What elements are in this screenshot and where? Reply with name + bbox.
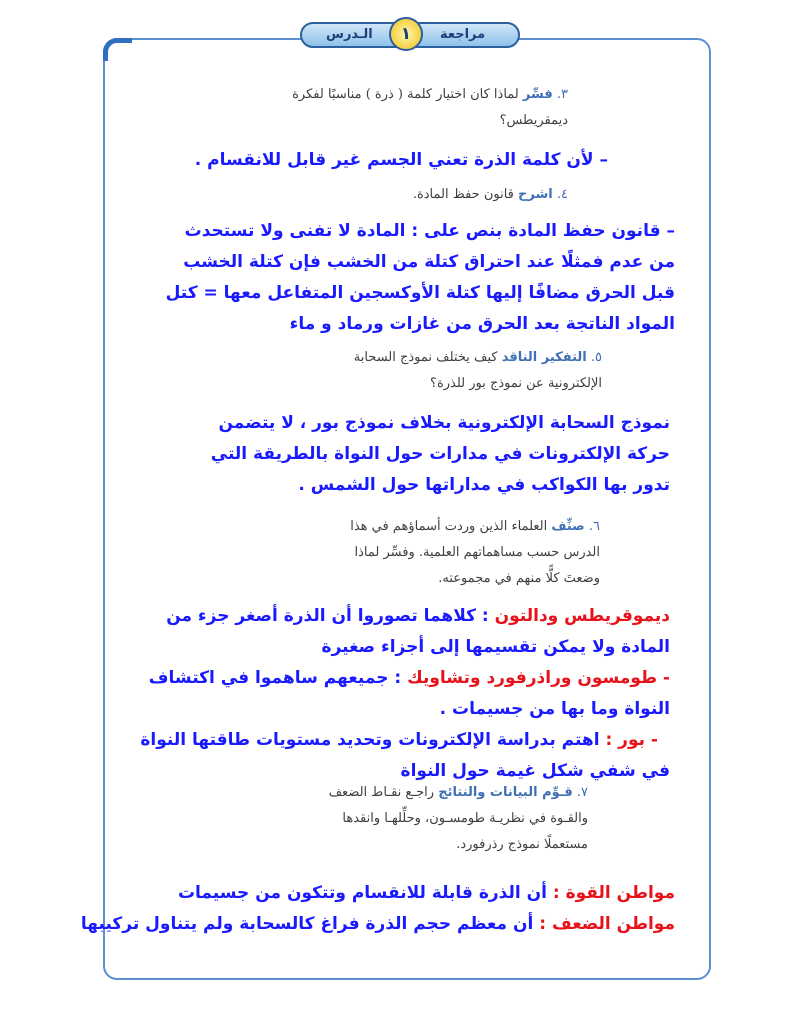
lesson-label: الـدرس [326, 27, 373, 42]
answer-line [140, 725, 670, 756]
weaknesses-label: مواطن الضعف : [539, 914, 675, 934]
strengths-label: مواطن القوة : [552, 883, 675, 903]
answer-line: تدور بها الكواكب في مداراتها حول الشمس . [298, 475, 670, 495]
question-text: راجـع نقـاط الضعف [328, 785, 435, 800]
question-keyword: قـوِّم البيانات والنتائج [438, 785, 573, 800]
answer-line: المواد الناتجة بعد الحرق من غازات ورماد و ماء [289, 314, 675, 334]
answer-line: المادة ولا يمكن تقسيمها إلى أجزاء صغيرة [321, 637, 670, 657]
question-keyword: صنِّف [551, 519, 585, 534]
answer-line [81, 878, 675, 909]
question-text: لماذا كان اختيار كلمة ( ذرة ) مناسبًا لفكرة [292, 87, 519, 102]
answer-line [81, 909, 675, 940]
answer-line [140, 663, 670, 694]
question-7 [329, 780, 588, 858]
question-text: ديمقريطس؟ [499, 113, 568, 128]
answer-3: – لأن كلمة الذرة تعني الجسم غير قابل للانقسام . [194, 150, 608, 170]
answer-line: النواة وما بها من جسيمات . [439, 699, 670, 719]
review-label: مراجعة [440, 27, 486, 42]
answer-line: – قانون حفظ المادة بنص على : المادة لا تفنى ولا تستحدث [184, 221, 675, 241]
scientist-group-names: - بور : [605, 730, 658, 750]
answer-4 [166, 216, 675, 340]
question-text: مستعملًا نموذج رذرفورد. [456, 837, 588, 852]
weaknesses-text: أن معظم حجم الذرة فراغ كالسحابة ولم يتناول تركيبها [80, 914, 540, 934]
question-keyword: فسِّر [522, 87, 553, 102]
question-3 [292, 82, 568, 134]
question-5 [354, 345, 602, 397]
question-text: قانون حفظ المادة. [412, 187, 514, 202]
question-number: ٥. [590, 350, 602, 365]
scientist-group-names: - طومسون وراذرفورد وتشاويك [407, 668, 670, 688]
answer-5 [211, 408, 670, 501]
question-keyword: اشرح [518, 187, 553, 202]
question-text: كيف يختلف نموذج السحابة [353, 350, 498, 365]
answer-line: في شفي شكل غيمة حول النواة [400, 761, 670, 781]
group-explanation: : جميعهم ساهموا في اكتشاف [148, 668, 408, 688]
question-text: العلماء الذين وردت أسماؤهم في هذا [350, 519, 548, 534]
question-text: وضعتَ كلًّا منهم في مجموعته. [438, 571, 600, 586]
answer-line: قبل الحرق مضافًا إليها كتلة الأوكسجين المتفاعل معها = كتل [165, 283, 675, 303]
answer-line: نموذج السحابة الإلكترونية بخلاف نموذج بور ، لا يتضمن [218, 413, 670, 433]
lesson-number-badge: ١ [389, 17, 423, 51]
question-number: ٦. [588, 519, 600, 534]
question-text: الدرس حسب مساهماتهم العلمية. وفسِّر لماذا [354, 545, 600, 560]
question-4 [413, 182, 568, 208]
question-keyword: التفكير الناقد [501, 350, 587, 365]
frame-corner-decoration [103, 38, 132, 61]
answer-line [140, 601, 670, 632]
question-number: ٤. [556, 187, 568, 202]
answer-line: حركة الإلكترونات في مدارات حول النواة بالطريقة التي [210, 444, 670, 464]
strengths-text: أن الذرة قابلة للانقسام وتتكون من جسيمات [177, 883, 553, 903]
answer-7 [81, 878, 675, 940]
answer-6 [140, 601, 670, 787]
scientist-group-names: ديموقريطس ودالتون [494, 606, 670, 626]
answer-line: من عدم فمثلًا عند احتراق كتلة من الخشب فإن كتلة الخشب [183, 252, 675, 272]
question-text: الإلكترونية عن نموذج بور للذرة؟ [430, 376, 602, 391]
question-number: ٣. [556, 87, 568, 102]
question-number: ٧. [576, 785, 588, 800]
group-explanation: اهتم بدراسة الإلكترونات وتحديد مستويات طاقتها النواة [140, 730, 606, 750]
question-6 [350, 514, 600, 592]
group-explanation: : كلاهما تصوروا أن الذرة أصغر جزء من [166, 606, 495, 626]
question-text: والقـوة في نظريـة طومسـون، وحلِّلهـا وانقدها [342, 811, 588, 826]
